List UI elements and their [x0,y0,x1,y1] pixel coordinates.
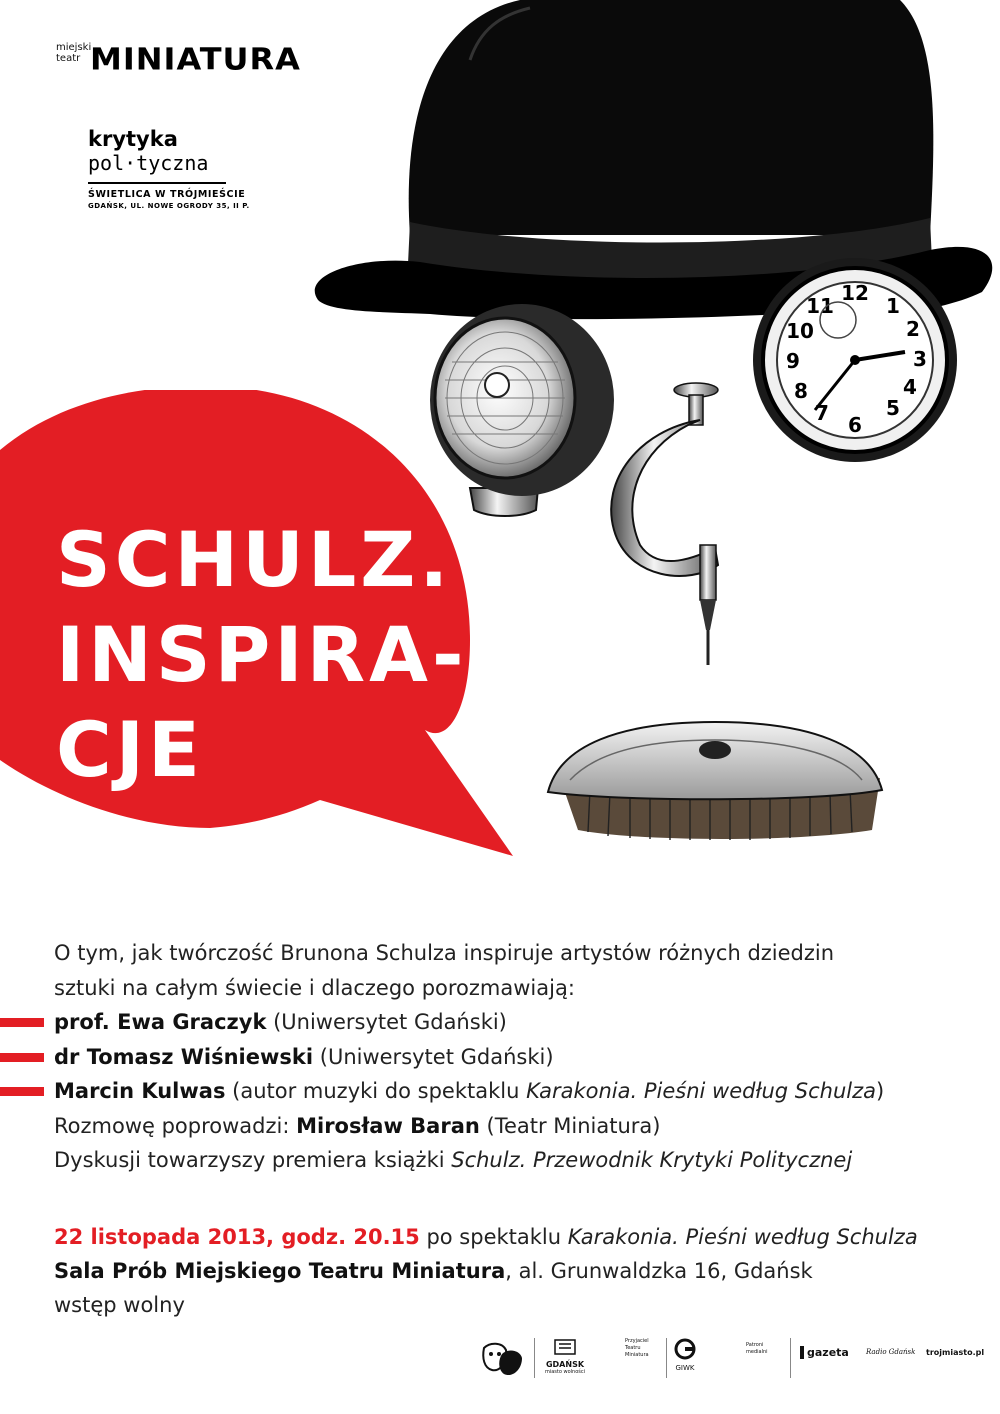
event-venue: Sala Prób Miejskiego Teatru Miniatura [54,1259,506,1283]
giwk-logo [674,1338,696,1372]
teatr-logo-small-text: miejski teatr [56,42,92,64]
svg-text:3: 3 [913,347,927,371]
svg-text:10: 10 [786,319,814,343]
event-after: po spektaklu [419,1225,568,1249]
event-date-line [54,1220,984,1254]
intro-line-2: sztuki na całym świecie i dlaczego porozmawiają: [54,975,575,1000]
kp-logo-address: GDAŃSK, UL. NOWE OGRODY 35, II P. [88,202,250,210]
intro-line-1: O tym, jak twórczość Brunona Schulza inspiruje artystów różnych dziedzin [54,941,835,965]
event-details [54,1220,984,1322]
giwk-icon [674,1338,696,1360]
friends-line-2: Teatru [625,1345,641,1351]
speaker-affiliation: (Uniwersytet Gdański) [313,1044,554,1069]
svg-text:4: 4 [903,375,917,399]
trojmiasto-logo: trojmiasto.pl [926,1348,985,1357]
patrons-label [746,1342,768,1356]
speaker-name: dr Tomasz Wiśniewski [54,1044,314,1069]
krytyka-polityczna-logo [88,128,258,210]
poster-title [56,512,467,797]
svg-text:5: 5 [886,396,900,420]
book-title: Schulz. Przewodnik Krytyki Politycznej [451,1148,853,1172]
gdansk-label: GDAŃSK [545,1360,585,1369]
moderator-line [54,1109,974,1144]
logo-separator [534,1338,535,1378]
red-bar-marker [0,1053,44,1062]
radio-gdansk-logo: Radio Gdańsk [866,1348,916,1356]
speaker-affiliation-pre: (autor muzyki do spektaklu [225,1079,527,1103]
svg-text:12: 12 [841,281,869,305]
friends-label [625,1338,649,1359]
book-line [54,1143,974,1178]
hand-drill-icon [611,383,718,665]
gdansk-logo [542,1338,588,1375]
brush-icon [548,722,882,840]
svg-text:2: 2 [906,317,920,341]
giwk-label: GIWK [675,1364,695,1372]
speaker-2 [54,1040,974,1075]
kp-logo-subtitle: ŚWIETLICA W TRÓJMIEŚCIE [88,189,246,200]
sponsor-logos [480,1330,985,1390]
friends-line-1: Przyjaciel [625,1338,649,1344]
svg-text:9: 9 [786,349,800,373]
moderator-prefix: Rozmowę poprowadzi: [54,1113,297,1138]
patrons-line-1: Patroni [746,1342,764,1348]
svg-text:11: 11 [806,294,834,318]
red-bar-marker [0,1087,44,1096]
moderator-affiliation: (Teatr Miniatura) [479,1113,661,1138]
patrons-line-2: medialni [746,1349,768,1355]
kp-logo-rule [88,182,226,184]
event-entry: wstęp wolny [54,1293,185,1317]
kp-logo-top: krytyka [88,127,178,151]
title-line-2: INSPIRA- [56,610,468,699]
red-bar-marker [0,1018,44,1027]
gdansk-sub: miasto wolności [544,1369,586,1375]
book-prefix: Dyskusji towarzyszy premiera książki [54,1148,452,1172]
clock-icon [753,258,957,462]
event-address: , al. Grunwaldzka 16, Gdańsk [505,1259,813,1283]
logo-separator [666,1338,667,1378]
speaker-affiliation: (Uniwersytet Gdański) [266,1010,507,1034]
speaker-name: prof. Ewa Graczyk [54,1010,267,1034]
speaker-affiliation-post: ) [876,1079,885,1103]
teatr-logo-name: MINIATURA [90,40,301,78]
title-line-1: SCHULZ. [56,515,453,604]
friends-line-3: Miniatura [625,1352,649,1358]
svg-text:8: 8 [794,379,808,403]
svg-text:1: 1 [886,294,900,318]
description-block [54,936,974,1178]
theatre-mask-logo-icon [480,1340,524,1380]
title-line-3: CJE [56,705,204,794]
event-date: 22 listopada 2013, godz. 20.15 [54,1225,420,1249]
teatr-miniatura-logo [56,34,316,86]
speaker-name: Marcin Kulwas [54,1079,226,1103]
show-title: Karakonia. Pieśni według Schulza [526,1079,877,1103]
event-show: Karakonia. Pieśni według Schulza [567,1225,918,1249]
moderator-name: Mirosław Baran [296,1113,480,1138]
kp-logo-bottom: pol·tyczna [88,151,209,175]
svg-text:7: 7 [815,401,829,425]
speaker-3 [54,1074,974,1109]
svg-text:6: 6 [848,413,862,437]
gdansk-crest-icon [553,1338,577,1356]
event-venue-line [54,1254,984,1288]
gazeta-logo: gazeta [800,1346,849,1359]
logo-separator [790,1338,791,1378]
speaker-1 [54,1005,974,1040]
